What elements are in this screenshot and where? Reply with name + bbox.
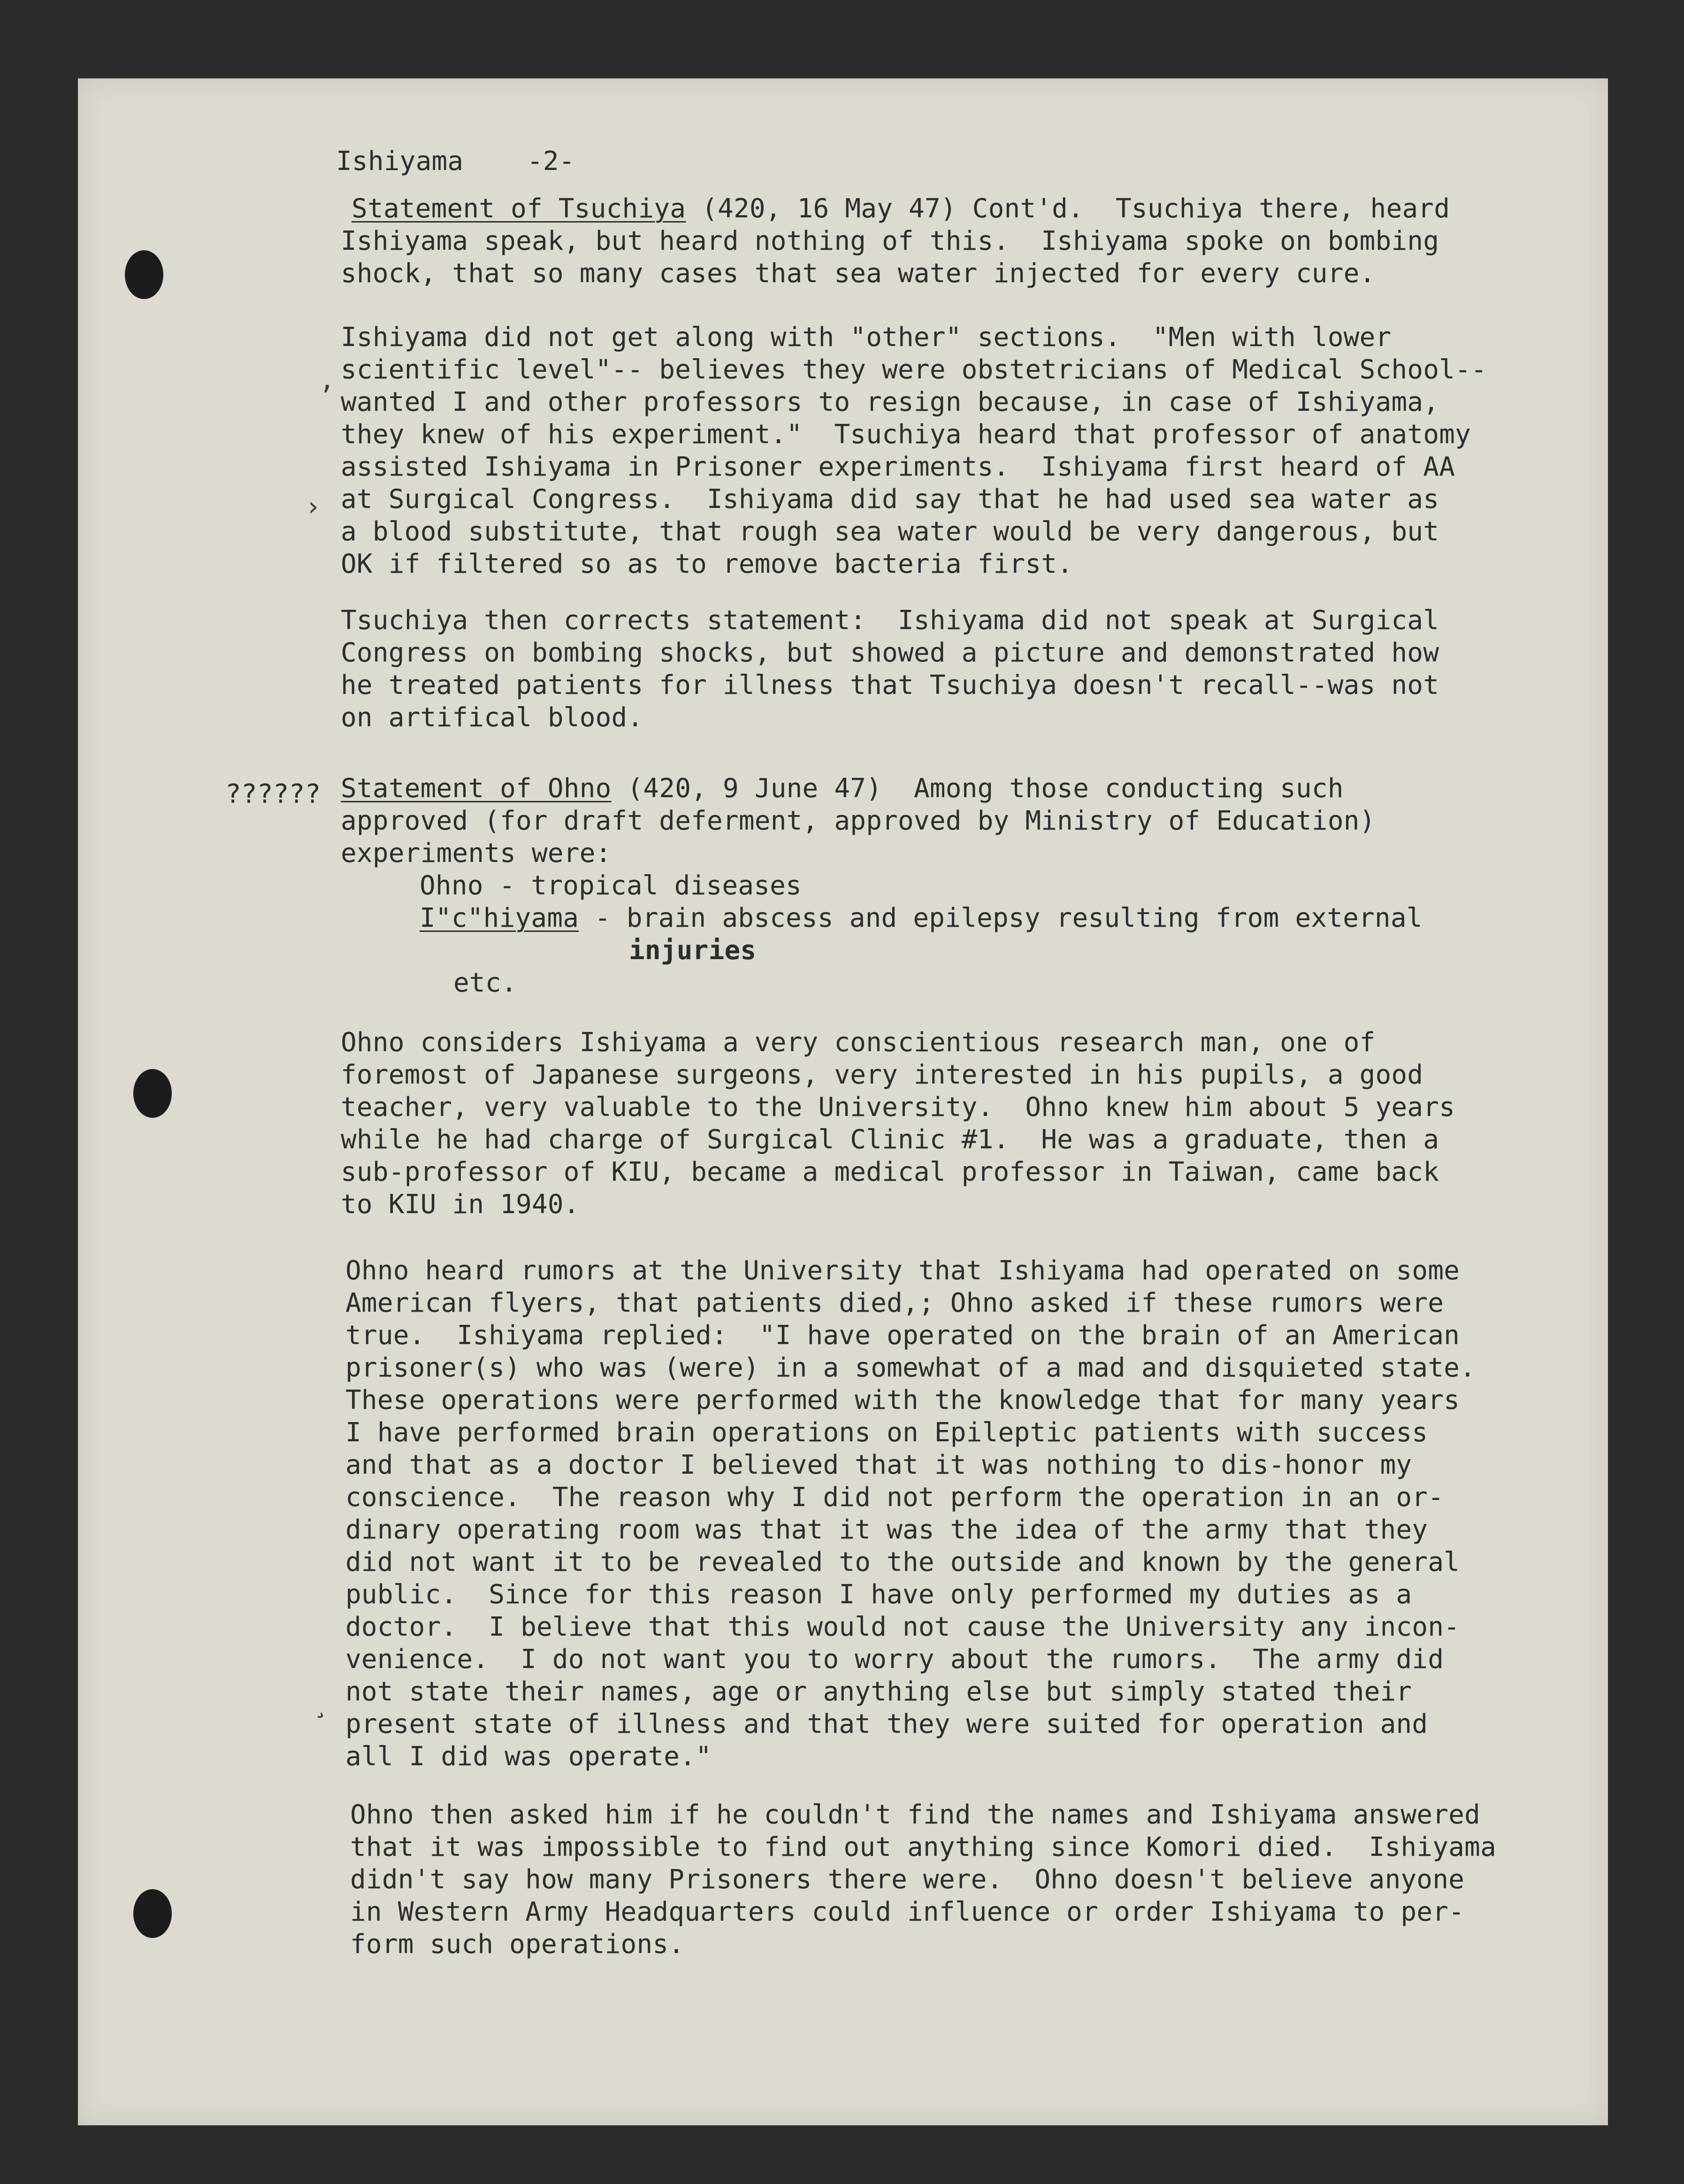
paragraph-line: prisoner(s) who was (were) in a somewhat of a mad and disquieted state. [345, 1353, 1476, 1383]
paragraph-line: teacher, very valuable to the University. Ohno knew him about 5 years [341, 1092, 1455, 1123]
paragraph-line: doctor. I believe that this would not cause the University any incon- [345, 1612, 1460, 1642]
tsuchiya-heading: Statement of Tsuchiya [352, 193, 686, 224]
paragraph-line: Ohno heard rumors at the University that Ishiyama had operated on some [345, 1255, 1460, 1286]
punch-hole-bottom [133, 1889, 172, 1938]
paragraph-line: foremost of Japanese surgeons, very interested in his pupils, a good [341, 1060, 1424, 1090]
paragraph-line: American flyers, that patients died,; Ohno asked if these rumors were [345, 1288, 1444, 1318]
ohno-heading: Statement of Ohno [341, 773, 612, 804]
margin-tick: › [305, 492, 321, 522]
paragraph-line: Tsuchiya then corrects statement: Ishiyama did not speak at Surgical [341, 605, 1439, 636]
paragraph-line: not state their names, age or anything else but simply stated their [345, 1676, 1412, 1707]
paragraph-line: dinary operating room was that it was the idea of the army that they [345, 1515, 1428, 1545]
paragraph-line: present state of illness and that they were suited for operation and [345, 1709, 1428, 1739]
paragraph-line: on artifical blood. [341, 702, 643, 733]
paragraph-line: sub-professor of KIU, became a medical professor in Taiwan, came back [341, 1157, 1439, 1187]
margin-question-marks: ?????? [225, 779, 321, 809]
paragraph-line: to KIU in 1940. [341, 1189, 580, 1220]
ohno-list-item-1: Ohno - tropical diseases [420, 870, 802, 901]
paragraph-line: OK if filtered so as to remove bacteria first. [341, 549, 1073, 579]
paragraph-line: These operations were performed with the knowledge that for many years [345, 1385, 1460, 1415]
punch-hole-middle [133, 1069, 172, 1118]
paragraph-line: they knew of his experiment." Tsuchiya heard that professor of anatomy [341, 419, 1471, 450]
paragraph-line: and that as a doctor I believed that it was nothing to dis-honor my [345, 1450, 1412, 1480]
paragraph-line: Congress on bombing shocks, but showed a picture and demonstrated how [341, 638, 1439, 668]
ohno-line-1-text: (420, 9 June 47) Among those conducting such [611, 773, 1344, 804]
paragraph-line: didn't say how many Prisoners there were. Ohno doesn't believe anyone [350, 1864, 1465, 1895]
tsuchiya-line-1 [352, 192, 1450, 225]
tsuchiya-line-1-text: (420, 16 May 47) Cont'd. Tsuchiya there, heard [686, 193, 1450, 224]
margin-tick: , [319, 365, 335, 395]
ohno-line-2: approved (for draft deferment, approved by Ministry of Education) [341, 806, 1376, 836]
ohno-line-1 [341, 772, 1344, 805]
punch-hole-top [125, 250, 163, 299]
paragraph-line: did not want it to be revealed to the outside and known by the general [345, 1547, 1460, 1577]
margin-tick: ¸ [313, 1689, 329, 1719]
paragraph-line: scientific level"-- believes they were obstetricians of Medical School-- [341, 354, 1487, 385]
ohno-etc: etc. [453, 968, 517, 998]
ohno-list-item-2 [420, 902, 1423, 934]
paragraph-line: assisted Ishiyama in Prisoner experiments. Ishiyama first heard of AA [341, 452, 1455, 482]
paragraph-line: he treated patients for illness that Tsuchiya doesn't recall--was not [341, 670, 1439, 700]
paragraph-line: venience. I do not want you to worry about the rumors. The army did [345, 1644, 1444, 1675]
paragraph-line: I have performed brain operations on Epileptic patients with success [345, 1417, 1428, 1448]
paragraph-line: true. Ishiyama replied: "I have operated on the brain of an American [345, 1320, 1460, 1351]
paragraph-line: Ishiyama did not get along with "other" sections. "Men with lower [341, 322, 1392, 353]
paragraph-line: conscience. The reason why I did not perform the operation in an or- [345, 1482, 1444, 1513]
paragraph-line: that it was impossible to find out anything since Komori died. Ishiyama [350, 1832, 1496, 1862]
paragraph-line: form such operations. [350, 1929, 685, 1960]
paragraph-line: Ohno then asked him if he couldn't find the names and Ishiyama answered [350, 1799, 1480, 1830]
paragraph-line: all I did was operate." [345, 1741, 712, 1772]
paragraph-line: Ohno considers Ishiyama a very conscientious research man, one of [341, 1027, 1376, 1058]
tsuchiya-line-2: Ishiyama speak, but heard nothing of this. Ishiyama spoke on bombing [341, 226, 1439, 256]
paragraph-line: at Surgical Congress. Ishiyama did say that he had used sea water as [341, 484, 1439, 515]
ohno-list-item-2-text: - brain abscess and epilepsy resulting from external [579, 903, 1423, 933]
tsuchiya-line-3: shock, that so many cases that sea water injected for every cure. [341, 258, 1376, 289]
page-header: Ishiyama -2- [336, 146, 575, 177]
document-page [78, 78, 1608, 2125]
paragraph-line: in Western Army Headquarters could influence or order Ishiyama to per- [350, 1897, 1465, 1927]
paragraph-line: wanted I and other professors to resign because, in case of Ishiyama, [341, 387, 1439, 417]
ohno-line-3: experiments were: [341, 838, 612, 869]
paragraph-line: public. Since for this reason I have only performed my duties as a [345, 1579, 1412, 1610]
ohno-list-item-2-name: I"c"hiyama [420, 903, 579, 933]
paragraph-line: a blood substitute, that rough sea water would be very dangerous, but [341, 516, 1439, 547]
paragraph-line: while he had charge of Surgical Clinic #1. He was a graduate, then a [341, 1124, 1439, 1155]
ohno-list-item-2-continued: injuries [629, 935, 757, 966]
